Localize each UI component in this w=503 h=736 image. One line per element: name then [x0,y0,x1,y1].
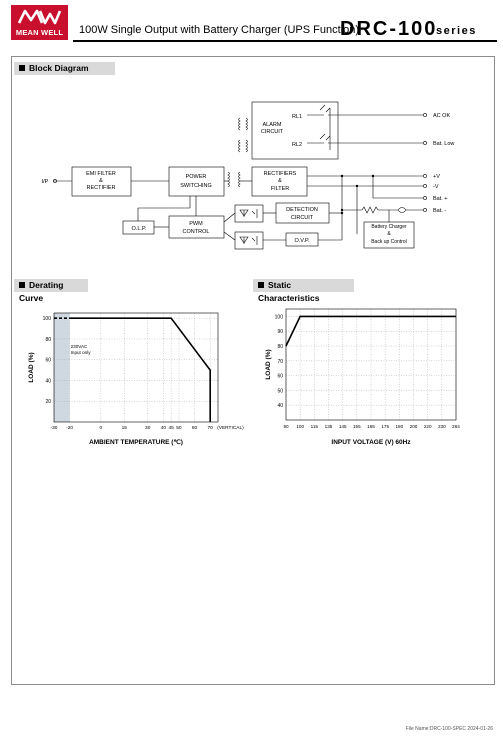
emi-line-1: EMI FILTER [86,171,116,177]
battery-line-3: Back up Control [371,239,407,245]
y-tick-label: 40 [277,403,283,410]
x-tick-label: 60 [191,426,198,431]
input-label: I/P [41,179,49,185]
y-tick-label: 70 [277,358,283,365]
rect-line-3: FILTER [270,186,290,192]
x-tick-label: 45 [168,426,174,431]
emi-line-2: & [99,178,103,184]
x-tick-label: 155 [352,424,361,429]
rect-line-1: RECTIFIERS [263,171,297,177]
section-title: Block Diagram [29,63,89,73]
x-tick-note: (VERTICAL) [217,426,244,431]
output-bat-low: Bat. Low [433,141,455,147]
output-minus-v: -V [433,184,439,190]
x-tick-label: 70 [207,426,213,431]
x-tick-label: 200 [409,424,418,429]
y-tick-label: 60 [277,373,283,380]
x-tick-label: 50 [176,426,182,431]
y-axis-label: LOAD (%) [28,352,35,383]
logo-text: MEAN WELL [15,28,64,37]
emi-line-3: RECTIFIER [86,185,116,191]
rect-line-2: & [278,178,282,184]
x-tick-label: -30 [50,426,58,431]
ovp-label: O.V.P. [294,238,310,244]
x-tick-label: 180 [395,424,404,429]
x-tick-label: 90 [283,424,289,429]
x-axis-label: INPUT VOLTAGE (V) 60Hz [331,439,411,446]
x-tick-label: 100 [296,424,305,429]
detection-line-2: CIRCUIT [290,215,314,221]
y-tick-label: 90 [277,329,283,336]
x-tick-label: 15 [121,426,127,431]
x-tick-label: 230 [437,424,446,429]
power-line-1: POWER [185,174,207,180]
x-tick-label: 175 [381,424,390,429]
y-tick-label: 20 [45,399,51,406]
y-tick-label: 80 [45,336,51,343]
output-ac-ok: AC OK [433,113,451,119]
output-bat-plus: Bat. + [433,196,448,202]
annotation-line-1: 230VAC [70,343,88,349]
x-tick-label: 40 [160,426,167,431]
x-axis-label: AMBIENT TEMPERATURE (℃) [89,439,183,446]
x-tick-label: 135 [324,424,333,429]
y-tick-label: 60 [45,357,51,364]
series-suffix: series [436,25,477,37]
y-axis-label: LOAD (%) [265,349,272,380]
output-bat-minus: Bat. - [433,208,447,214]
x-tick-label: 220 [423,424,432,429]
x-tick-label: 264 [452,424,460,429]
rl2-label: RL2 [291,142,303,148]
footer-filename: File Name:DRC-100-SPEC 2024-01-26 [405,726,493,732]
pwm-line-1: PWM [189,221,203,227]
y-tick-label: 80 [277,344,283,350]
document-title: 100W Single Output with Battery Charger (UPS Function) [79,24,360,36]
y-tick-label: 40 [45,378,51,385]
y-tick-label: 50 [277,388,283,395]
x-tick-label: 165 [367,424,375,429]
rl1-label: RL1 [291,114,303,120]
section-title: Static Characteristics [258,280,320,303]
olp-label: O.L.P. [131,226,147,232]
alarm-line-1: ALARM [262,122,282,128]
x-tick-label: 30 [145,426,151,431]
x-tick-label: -20 [66,426,74,431]
pwm-line-2: CONTROL [182,229,210,235]
x-tick-label: 115 [310,424,318,429]
detection-line-1: DETECTION [286,207,318,213]
alarm-line-2: CIRCUIT [260,129,284,135]
x-tick-label: 0 [99,426,103,431]
series-name: DRC-100 [340,18,438,40]
x-tick-label: 145 [338,424,347,429]
battery-line-1: Battery Charger [371,224,407,230]
battery-line-2: & [387,231,391,237]
y-tick-label: 100 [42,316,51,323]
y-tick-label: 100 [274,314,283,321]
section-title: Derating Curve [19,280,64,303]
annotation-line-2: Input only [70,349,91,355]
output-plus-v: +V [433,174,440,180]
power-line-2: SWITCHING [180,183,212,189]
